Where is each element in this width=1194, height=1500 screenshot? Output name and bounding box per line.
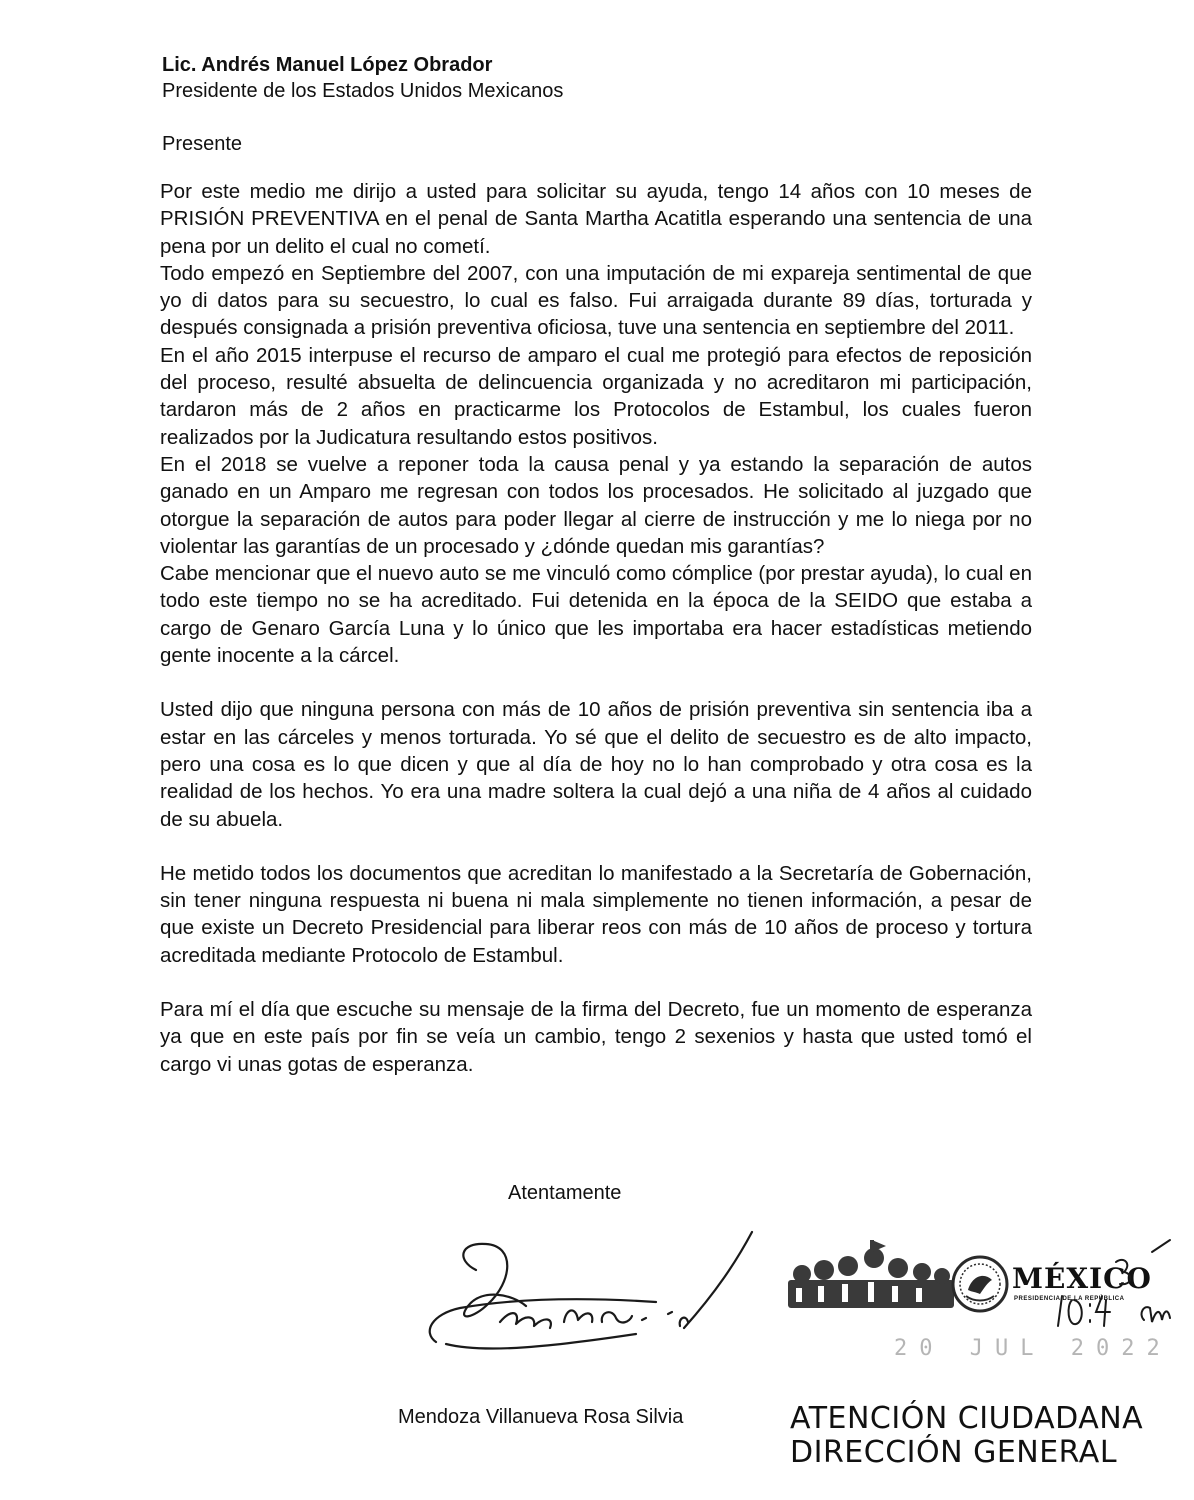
closing: Atentamente (508, 1182, 622, 1204)
stamp-department-line-2: DIRECCIÓN GENERAL (790, 1435, 1118, 1470)
reception-stamp (782, 1240, 1182, 1490)
signature-handwritten (416, 1222, 776, 1372)
body-paragraph-6: Usted dijo que ninguna persona con más de 10 años de prisión preventiva sin sentencia iba a estar en las cárceles y menos torturada. Yo sé que el delito de secuestro es de alto impacto, pero una cosa es lo que dicen y que al día de hoy no lo han comprobado y otra cosa es la realidad de los hechos. Yo era una madre soltera la cual dejó a una niña de 4 años al cuidado de su abuela. (160, 698, 1032, 831)
national-seal-icon (950, 1254, 1010, 1314)
body-paragraph-5: Cabe mencionar que el nuevo auto se me vinculó como cómplice (por prestar ayuda), lo cual en todo este tiempo no se ha acreditado. Fui detenida en la época de la SEIDO que estaba a cargo de Genaro García Luna y lo único que les importaba era hacer estadísticas metiendo gente inocente a la cárcel. (160, 562, 1032, 668)
addressee-name: Lic. Andrés Manuel López Obrador (162, 54, 493, 76)
letter-body (160, 178, 1032, 1078)
handwritten-time (1040, 1234, 1180, 1354)
body-paragraph-7: He metido todos los documentos que acreditan lo manifestado a la Secretaría de Gobernación, sin tener ninguna respuesta ni buena ni mala simplemente no tienen información, a pesar de que existe un Decreto Presidencial para liberar reos con más de 10 años de proceso y tortura acreditada mediante Protocolo de Estambul. (160, 861, 1032, 967)
stamp-subline: PRESIDENCIA DE LA REPÚBLICA (1014, 1296, 1125, 1302)
body-paragraph-8: Para mí el día que escuche su mensaje de la firma del Decreto, fue un momento de esperanza ya que en este país por fin se veía un cambio, tengo 2 sexenios y hasta que usted tomó el cargo vi unas gotas de esperanza. (160, 998, 1032, 1076)
body-paragraph-2: Todo empezó en Septiembre del 2007, con una imputación de mi expareja sentimental de que yo di datos para su secuestro, lo cual es falso. Fui arraigada durante 89 días, torturada y después consignada a prisión preventiva oficiosa, tuve una sentencia en septiembre del 2011. (160, 261, 1032, 340)
addressee-block (162, 52, 563, 104)
stamp-country: MÉXICO (1012, 1262, 1152, 1295)
body-paragraph-4: En el 2018 se vuelve a reponer toda la causa penal y ya estando la separación de autos ganado en un Amparo me regresan con todos los procesados. He solicitado al juzgado que otorgue la separación de autos para poder llegar al cierre de instrucción y me lo niega por no violentar las garantías de un procesado y ¿dónde quedan mis garantías? (160, 452, 1032, 558)
stamp-date: 20 JUL 2022 (894, 1336, 1172, 1361)
greeting: Presente (162, 133, 243, 155)
body-paragraph-1: Por este medio me dirijo a usted para solicitar su ayuda, tengo 14 años con 10 meses de PRISIÓN PREVENTIVA en el penal de Santa Martha Acatitla esperando una sentencia de una pena por un delito el cual no cometí. (160, 180, 1032, 258)
stamp-department-line-1: ATENCIÓN CIUDADANA (790, 1401, 1144, 1436)
stamp-department (790, 1402, 1143, 1470)
signer-name: Mendoza Villanueva Rosa Silvia (398, 1406, 684, 1428)
body-paragraph-3: En el año 2015 interpuse el recurso de amparo el cual me protegió para efectos de reposición del proceso, resulté absuelta de delincuencia organizada y no acreditaron mi participación, tardaron más de 2 años en practicarme los Protocolos de Estambul, los cuales fueron realizados por la Judicatura resultando estos positivos. (160, 343, 1032, 449)
addressee-title: Presidente de los Estados Unidos Mexicanos (162, 80, 564, 102)
heroes-silhouette-icon (786, 1240, 956, 1310)
